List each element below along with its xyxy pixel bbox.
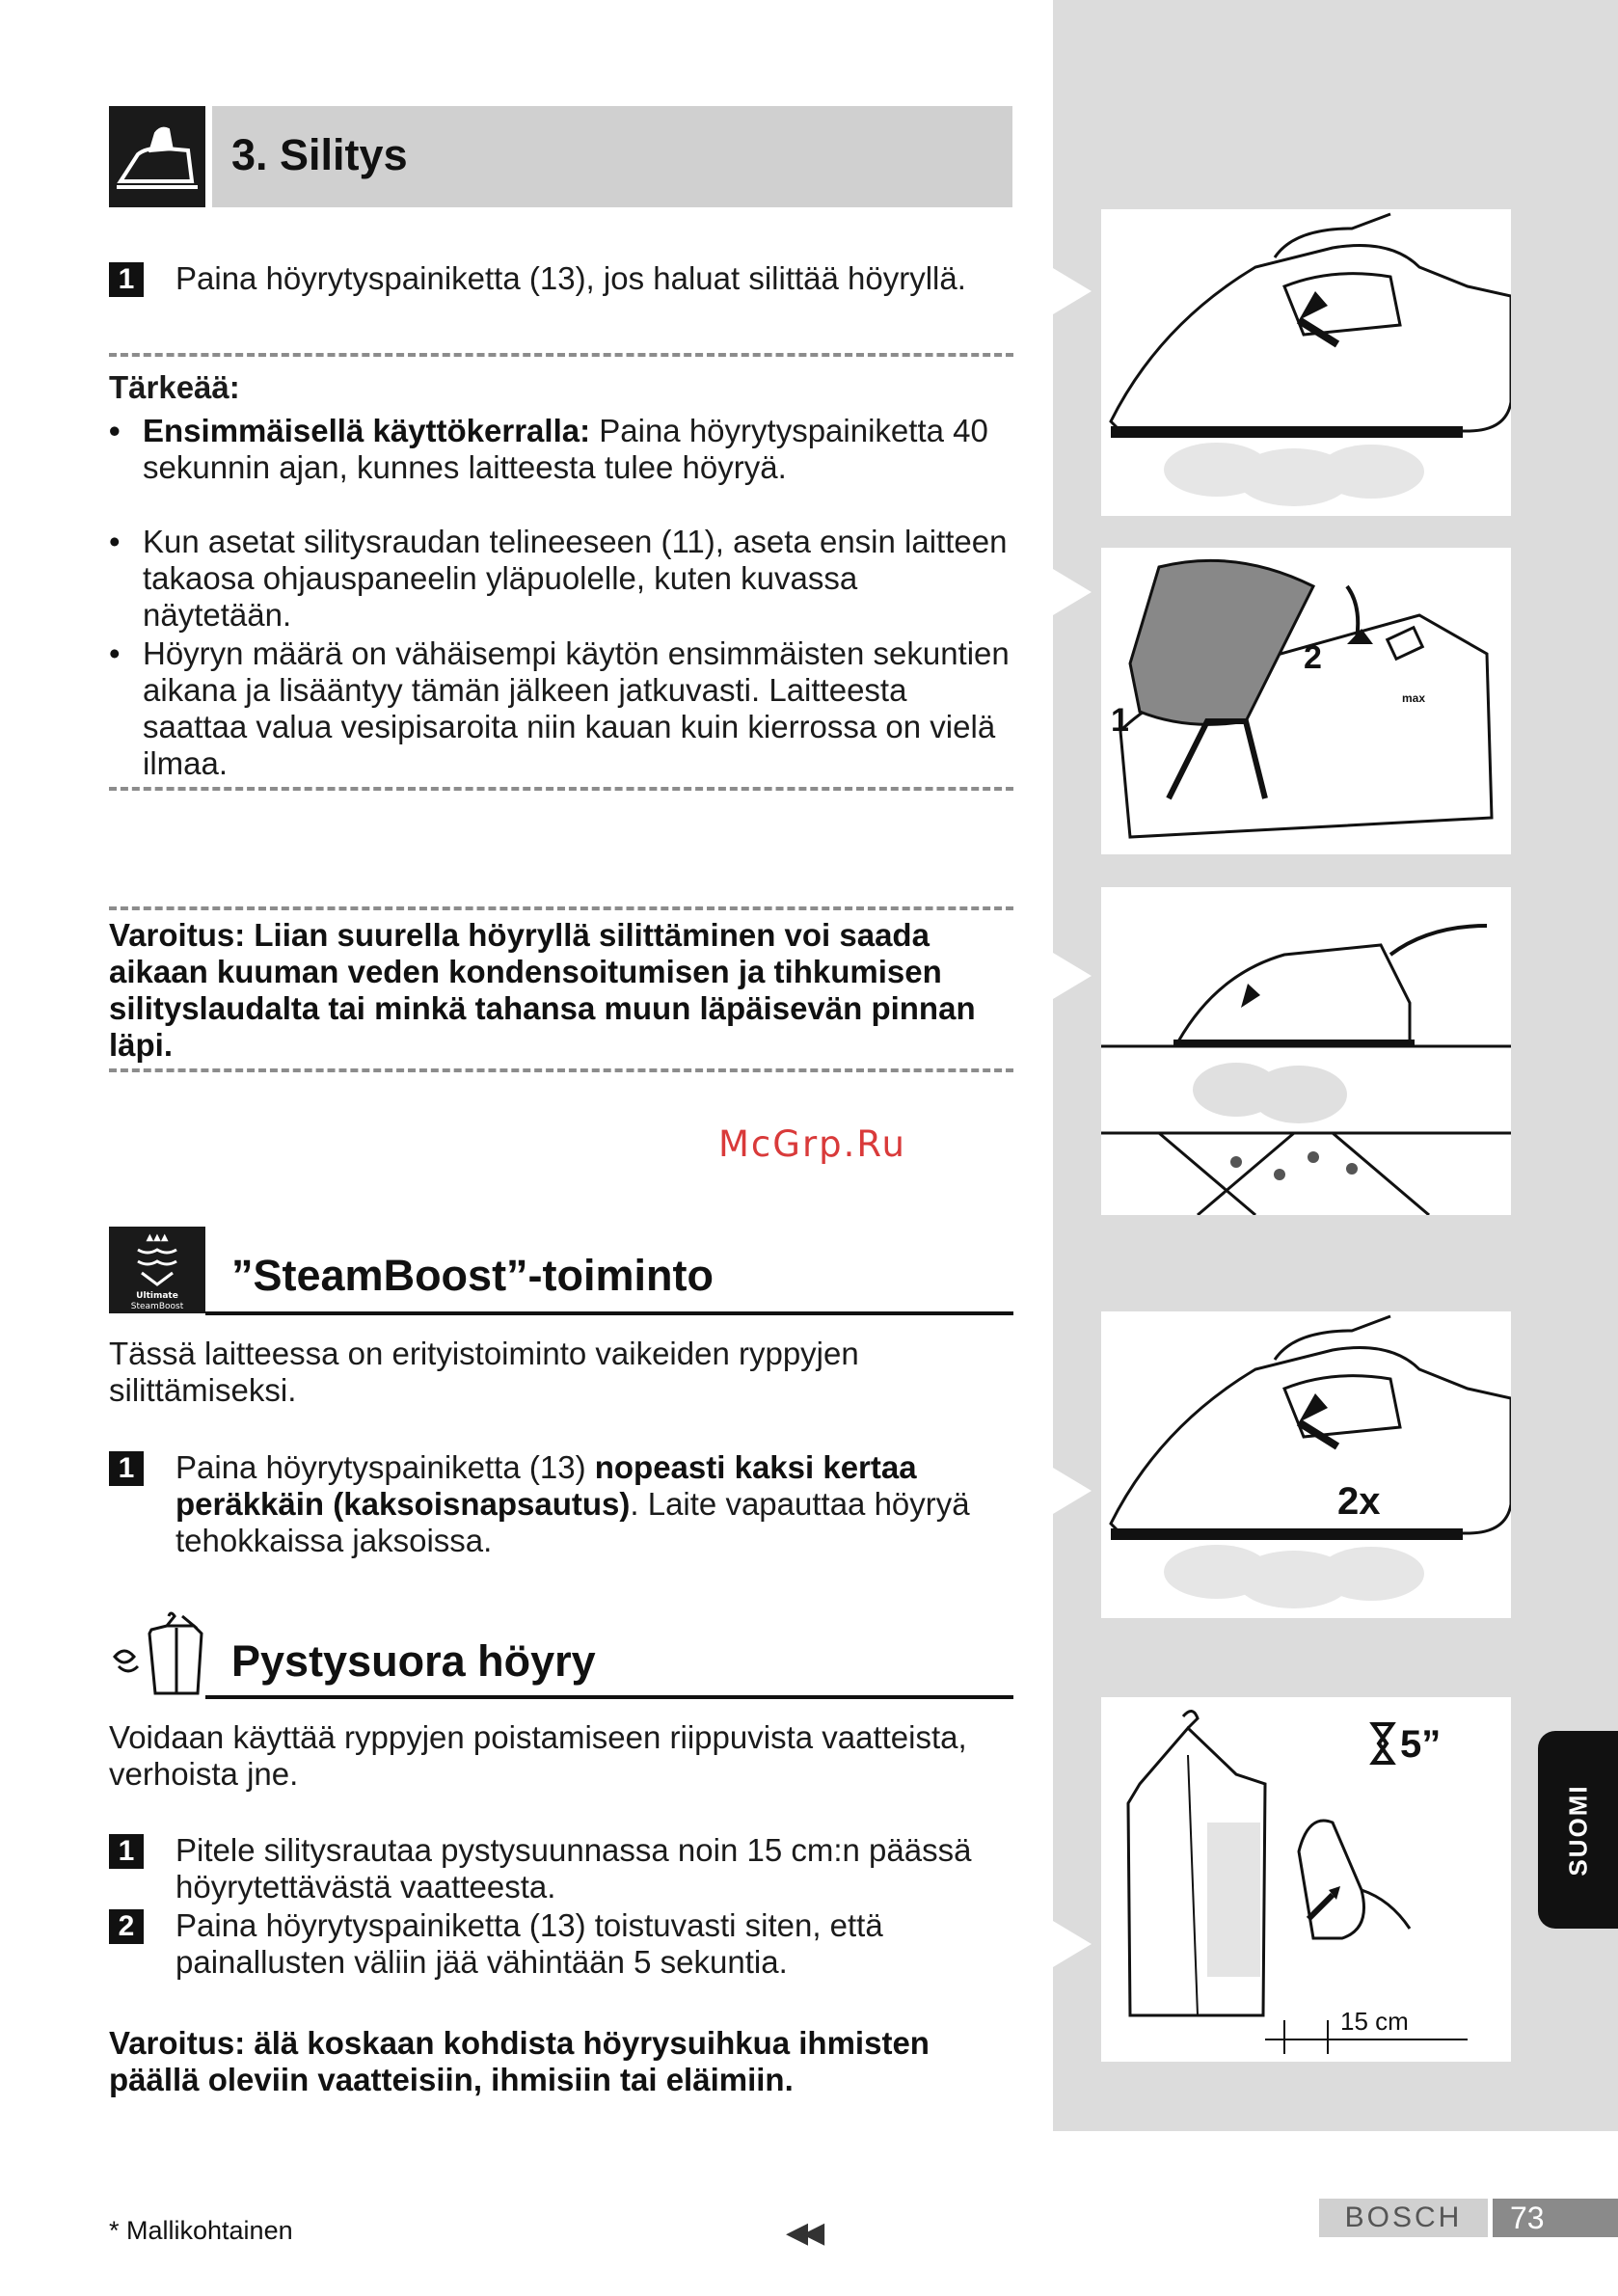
- warning-text: Varoitus: Liian suurella höyryllä silittäminen voi saada aikaan kuuman veden kondensoitumisen ja tihkumisen silityslaudalta tai minkä tahansa muun läpäisevän pinnan läpi.: [109, 917, 976, 1063]
- bullet-text-steam-amount: Höyryn määrä on vähäisempi käytön ensimmäisten sekuntien aikana ja lisääntyy tämän jälkeen jatkuvasti. Laitteesta saattaa valua vesipisaroita niin kauan kuin kierrossa on vielä ilmaa.: [143, 635, 1010, 781]
- important-label: Tärkeää:: [109, 369, 240, 405]
- figure-pointer: [1053, 1468, 1092, 1514]
- svg-text:▲▲▲: ▲▲▲: [146, 1232, 169, 1243]
- vertical-steam-icon: [109, 1608, 205, 1697]
- step-number: 1: [109, 1834, 144, 1869]
- steamboost-icon-label-bottom: SteamBoost: [130, 1302, 184, 1311]
- step-text: Paina höyrytyspainiketta (13), jos haluat silittää höyryllä.: [175, 260, 966, 296]
- dashed-divider: [109, 906, 1013, 910]
- vertical-steam-step1: Pitele silitysrautaa pystysuunnassa noin 15 cm:n päässä höyrytettävästä vaatteesta.: [175, 1832, 972, 1904]
- figure-label-5-seconds: 5”: [1400, 1723, 1442, 1766]
- section-title-vertical-steam: Pystysuora höyry: [231, 1636, 596, 1686]
- figure-pointer: [1053, 268, 1092, 314]
- figure-ironing-board-drip: [1101, 887, 1511, 1215]
- figure-label-max: max: [1402, 691, 1426, 705]
- vertical-steam-intro: Voidaan käyttää ryppyjen poistamiseen riippuvista vaatteista, verhoista jne.: [109, 1719, 967, 1792]
- figure-steamboost-double-click: [1101, 1311, 1511, 1618]
- page-number: 73: [1493, 2199, 1618, 2237]
- footnote: * Mallikohtainen: [109, 2216, 293, 2245]
- bullet-marker: •: [109, 524, 121, 559]
- section-title-ironing: 3. Silitys: [231, 130, 408, 179]
- figure-vertical-steam-jacket: [1101, 1697, 1511, 2062]
- watermark: McGrp.Ru: [718, 1123, 906, 1165]
- steamboost-icon-label-top: Ultimate: [136, 1291, 178, 1301]
- figure-label-1: 1: [1111, 702, 1129, 739]
- back-arrows-icon[interactable]: ◀◀: [786, 2217, 820, 2249]
- step-number: 2: [109, 1909, 144, 1944]
- figure-label-15cm: 15 cm: [1340, 2007, 1409, 2036]
- dashed-divider: [109, 787, 1013, 791]
- language-tab: [1538, 1731, 1618, 1929]
- section-underline: [205, 1311, 1013, 1315]
- section-underline: [205, 1695, 1013, 1699]
- bullet-text-stand: Kun asetat silitysraudan telineeseen (11), aseta ensin laitteen takaosa ohjauspaneelin yläpuolelle, kuten kuvassa näytetään.: [143, 524, 1008, 633]
- steamboost-intro: Tässä laitteessa on erityistoiminto vaikeiden ryppyjen silittämiseksi.: [109, 1336, 859, 1408]
- step-number: 1: [109, 262, 144, 297]
- dashed-divider: [109, 1068, 1013, 1072]
- ironing-section-icon: [109, 106, 205, 207]
- step-number: 1: [109, 1451, 144, 1486]
- figure-iron-on-stand: [1101, 548, 1511, 854]
- figure-pointer: [1053, 953, 1092, 999]
- language-tab-label: SUOMI: [1563, 1783, 1592, 1877]
- brand-label: BOSCH: [1319, 2199, 1488, 2237]
- vertical-steam-warning: Varoitus: älä koskaan kohdista höyrysuihkua ihmisten päällä oleviin vaatteisiin, ihmisiin tai eläimiin.: [109, 2025, 930, 2097]
- figure-steam-button-press: [1101, 209, 1511, 516]
- bullet-marker: •: [109, 413, 121, 448]
- figure-pointer: [1053, 1921, 1092, 1967]
- steamboost-icon: [109, 1227, 205, 1313]
- bullet-text-first-use: Ensimmäisellä käyttökerralla: Paina höyrytyspainiketta 40 sekunnin ajan, kunnes laitteesta tulee höyryä.: [143, 413, 988, 485]
- steamboost-step-text: Paina höyrytyspainiketta (13) nopeasti kaksi kertaa peräkkäin (kaksoisnapsautus). Laite vapauttaa höyryä tehokkaissa jaksoissa.: [175, 1449, 970, 1558]
- bullet-marker: •: [109, 635, 121, 671]
- figure-label-2x: 2x: [1337, 1480, 1381, 1523]
- figure-label-2: 2: [1304, 639, 1322, 676]
- vertical-steam-step2: Paina höyrytyspainiketta (13) toistuvasti siten, että painallusten väliin jää vähintään 5 sekuntia.: [175, 1907, 883, 1980]
- figure-pointer: [1053, 569, 1092, 615]
- dashed-divider: [109, 353, 1013, 357]
- section-title-steamboost: ”SteamBoost”-toiminto: [231, 1251, 714, 1300]
